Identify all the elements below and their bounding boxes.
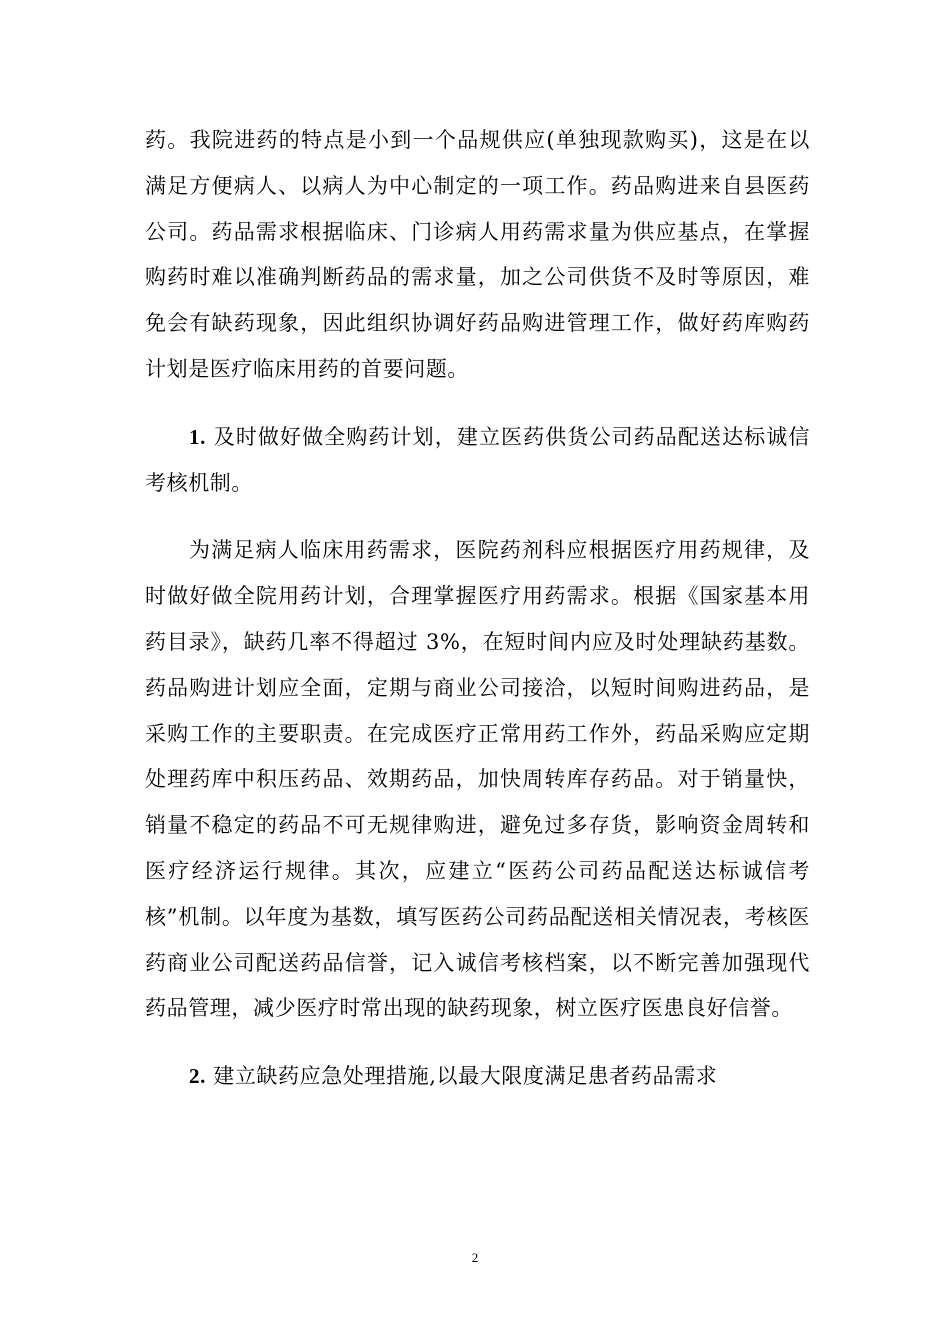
body-paragraph bbox=[145, 528, 810, 1032]
body-paragraph-continued bbox=[145, 118, 810, 393]
section-heading-text: 及时做好做全购药计划，建立医药供货公司药品配送达标诚信考核机制。 bbox=[145, 424, 810, 495]
section-heading-text: 建立缺药应急处理措施,以最大限度满足患者药品需求 bbox=[205, 1064, 718, 1089]
paragraph-text: 药。我院进药的特点是小到一个品规供应(单独现款购买)，这是在以满足方便病人、以病人为中心制定的一项工作。药品购进来自县医药公司。药品需求根据临床、门诊病人用药需求量为供应基点，在掌握购药时难以准确判断药品的需求量，加之公司供货不及时等原因，难免会有缺药现象，因此组织协调好药品购进管理工作，做好药库购药计划是医疗临床用药的首要问题。 bbox=[145, 128, 810, 381]
section-heading-2 bbox=[145, 1054, 810, 1100]
paragraph-text: 为满足病人临床用药需求，医院药剂科应根据医疗用药规律，及时做好做全院用药计划，合理掌握医疗用药需求。根据《国家基本用药目录》，缺药几率不得超过 3%，在短时间内应及时处理缺药基数。药品购进计划应全面，定期与商业公司接洽，以短时间购进药品，是采购工作的主要职责。在完成医疗正常用药工作外，药品采购应定期处理药库中积压药品、效期药品，加快周转库存药品。对于销量快，销量不稳定的药品不可无规律购进，避免过多存货，影响资金周转和医疗经济运行规律。其次，应建立“医药公司药品配送达标诚信考核”机制。以年度为基数，填写医药公司药品配送相关情况表，考核医药商业公司配送药品信誉，记入诚信考核档案，以不断完善加强现代药品管理，减少医疗时常出现的缺药现象，树立医疗医患良好信誉。 bbox=[145, 538, 810, 1021]
page-body bbox=[145, 118, 810, 1100]
section-heading-1 bbox=[145, 415, 810, 507]
section-number: 1. bbox=[189, 424, 206, 449]
page-number: 2 bbox=[471, 1250, 479, 1265]
section-number: 2. bbox=[189, 1064, 206, 1089]
